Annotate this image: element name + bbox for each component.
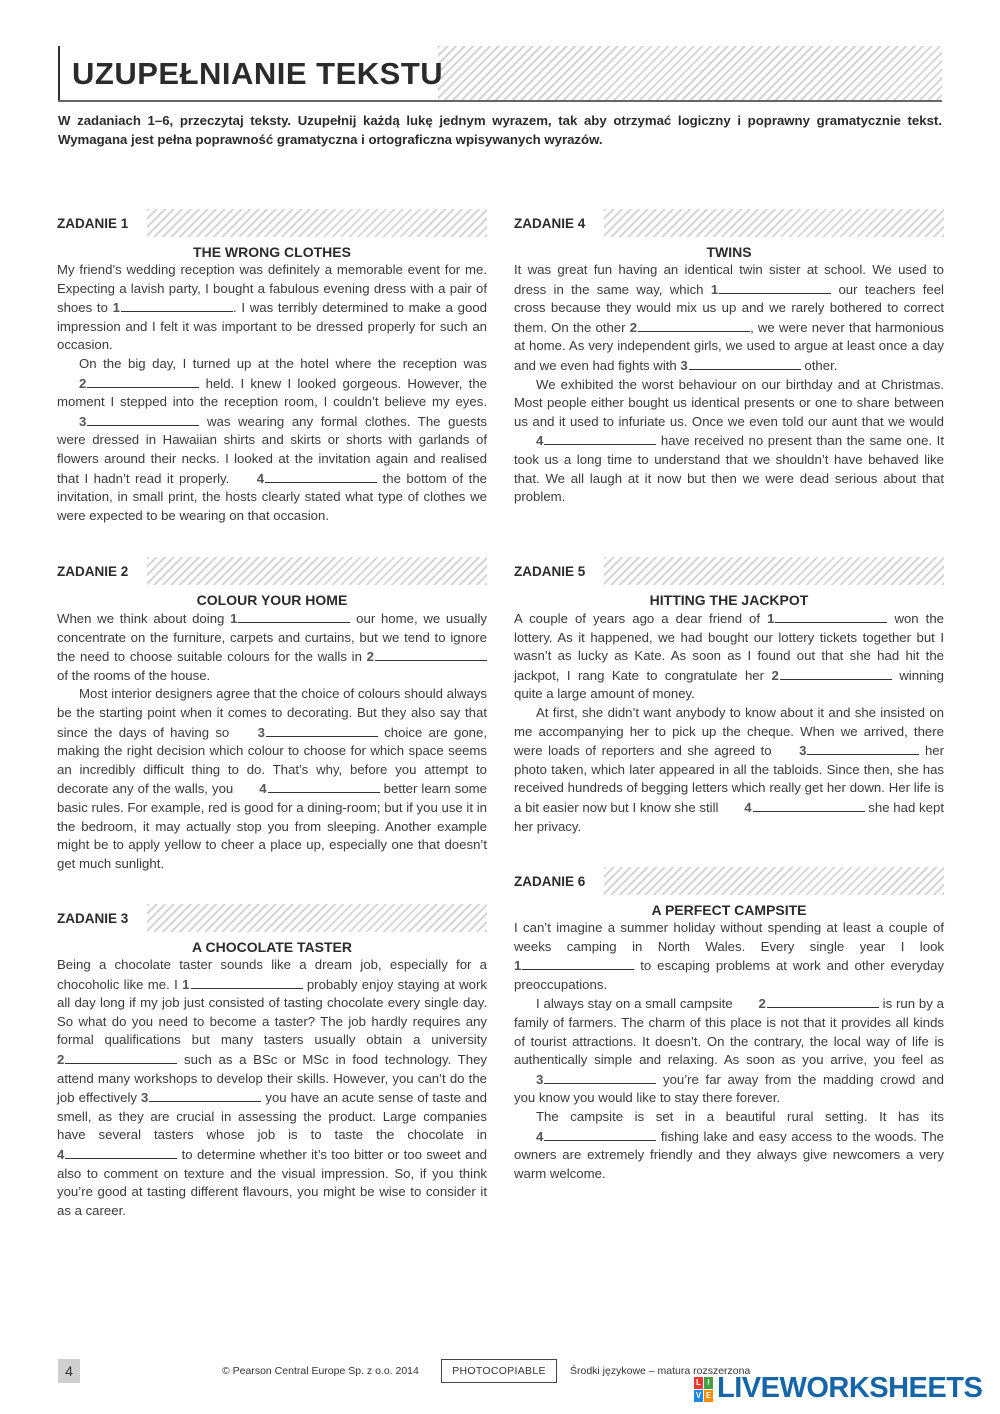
text-segment: you have an acute sense of taste and smell, as they are crucial in assessing the product. Large companies have several tasters whose job is to taste the chocolate in (57, 1090, 487, 1143)
logo-letter-l: L (694, 1377, 703, 1389)
gap-4[interactable] (514, 431, 656, 451)
text-segment: My friend’s wedding reception was definitely a memorable event for me. Expecting a lavish party, I bought a fabulous evening dress with a pair of shoes to (57, 262, 487, 316)
text-segment: winning quite a large amount of money. (514, 667, 944, 702)
gap-blank-line[interactable] (753, 798, 865, 812)
gap-blank-line[interactable] (265, 469, 377, 483)
gap-blank-line[interactable] (268, 779, 380, 793)
text-segment: fishing lake and easy access to the woods. The owners are extremely friendly and they always give newcomers a very warm welcome. (514, 1128, 944, 1181)
header-bar (58, 46, 942, 102)
gap-blank-line[interactable] (238, 609, 350, 623)
text-segment: held. I knew I looked gorgeous. However, the moment I stepped into the reception room, I couldn’t believe my eyes. (57, 375, 487, 410)
text-segment: to determine whether it’s too bitter or too sweet and also to comment on texture and the visual impression. So, if you think you’re good at tasting different flavours, you might be wise to consider it as a career. (57, 1146, 487, 1218)
text-segment: At first, she didn’t want anybody to know about it and she insisted on me accompanying her to pick up the cheque. When we arrived, there were loads of reporters and she agreed to (514, 704, 944, 759)
instructions: W zadaniach 1–6, przeczytaj teksty. Uzupełnij każdą lukę jednym wyrazem, tak aby otrzymać logiczny i poprawny gramatycznie tekst. Wymagana jest pełna poprawność gramatyczna i ortograficzna wpisywanych wyrazów. (58, 113, 942, 147)
text-segment: such as a BSc or MSc in food technology. They attend many workshops to develop their skills. However, you can’t do the job effectively (57, 1051, 487, 1106)
gap-1[interactable] (113, 298, 233, 318)
text-segment: our home, we usually concentrate on the furniture, carpets and curtains, but we tend to ignore the need to choose suitable colours for the walls in (57, 611, 487, 665)
task-header (514, 557, 944, 585)
gap-2[interactable] (57, 1050, 177, 1070)
task-3 (57, 904, 487, 1220)
gap-1[interactable] (182, 975, 302, 995)
gap-4[interactable] (57, 1145, 177, 1165)
gap-number: 4 (259, 781, 267, 797)
gap-blank-line[interactable] (121, 298, 233, 312)
task-5 (514, 557, 944, 836)
gap-number: 1 (182, 976, 190, 992)
gap-blank-line[interactable] (780, 666, 892, 680)
text-segment: better learn some basic rules. For example, red is good for a dining-room; but if you use it in the bedroom, it may actually stop you from sleeping. Another example might be to apply yellow to cheer a place up, especially one that doesn’t get much sunlight. (57, 781, 487, 871)
gap-number: 1 (710, 281, 719, 297)
task-header-hatch (147, 209, 487, 237)
gap-number: 4 (536, 433, 544, 449)
header-left-rule (58, 46, 60, 102)
task-header (514, 209, 944, 237)
gap-1[interactable] (767, 609, 887, 629)
gap-blank-line[interactable] (719, 280, 831, 294)
gap-blank-line[interactable] (807, 741, 919, 755)
task-label: ZADANIE 6 (514, 874, 586, 889)
task-header (514, 867, 944, 895)
gap-number: 3 (79, 413, 87, 429)
gap-number: 4 (57, 1146, 65, 1162)
gap-1[interactable] (514, 956, 634, 976)
task-header (57, 557, 487, 585)
gap-4[interactable] (722, 798, 864, 818)
gap-blank-line[interactable] (149, 1088, 261, 1102)
gap-number: 1 (767, 611, 775, 626)
logo-letter-v: V (695, 1391, 702, 1400)
gap-number: 1 (112, 300, 120, 316)
text-segment: to escaping problems at work and other everyday preoccupations. (514, 958, 944, 992)
page-title: UZUPEŁNIANIE TEKSTU (72, 56, 444, 91)
text-segment: have received no present than the same one. It took us a long time to understand that we shouldn’t have behaved like that. We all laugh at it now but then we were dead serious about that problem. (514, 433, 944, 505)
liveworksheets-icon (694, 1377, 714, 1403)
gap-blank-line[interactable] (689, 356, 801, 370)
gap-number: 2 (629, 319, 638, 335)
gap-blank-line[interactable] (191, 975, 303, 989)
gap-number: 4 (536, 1128, 544, 1144)
gap-number: 3 (257, 724, 265, 740)
task-paragraph (57, 956, 487, 1220)
text-segment: is run by a family of farmers. The charm of this place is not that it provides all kinds of tourist attractions. It doesn’t. On the contrary, the local way of life is authentically simple and relaxing. As soon as you arrive, you feel as (514, 996, 944, 1068)
task-title: TWINS (706, 244, 752, 260)
text-segment: was wearing any formal clothes. The guests were dressed in Hawaiian shirts and skirts or shorts with garlands of flowers around their necks. I looked at the invitation again and realised that I hadn’t read it properly. (57, 413, 487, 486)
task-paragraph (514, 704, 944, 836)
text-segment: our teachers feel cross because they would mix us up and we rarely bothered to correct them. On the other (514, 281, 944, 335)
logo-letter-i: I (704, 1377, 713, 1389)
text-segment: I can’t imagine a summer holiday without spending at least a couple of weeks camping in North Wales. Every single year I look (514, 920, 944, 954)
logo-letter-e: E (705, 1391, 712, 1400)
text-segment: won the lottery. As it happened, we had bought our lottery tickets together but I wasn’t as lucky as Kate. As soon as I found out that she had hit the jackpot, I rang Kate to congratulate her (514, 611, 944, 683)
gap-number: 4 (744, 799, 752, 815)
gap-number: 1 (514, 958, 522, 974)
gap-2[interactable] (630, 318, 750, 338)
gap-blank-line[interactable] (544, 1070, 656, 1084)
task-label: ZADANIE 5 (514, 564, 586, 579)
gap-blank-line[interactable] (87, 412, 199, 426)
text-segment: she had kept her privacy. (514, 799, 944, 834)
text-segment: On the big day, I turned up at the hotel where the reception was (79, 355, 487, 371)
text-segment: A couple of years ago a dear friend of (514, 611, 768, 626)
gap-blank-line[interactable] (65, 1050, 177, 1064)
header-bottom-rule (58, 100, 942, 102)
text-segment: We exhibited the worst behaviour on our birthday and at Christmas. Most people either bought us identical presents or one to share between us and it used to infuriate us. Once we even told our aunt that we would (514, 376, 944, 429)
task-6 (514, 867, 944, 1183)
page-number: 4 (58, 1359, 80, 1383)
gap-3[interactable] (57, 412, 199, 432)
gap-3[interactable] (236, 723, 378, 743)
liveworksheets-wordmark: LIVEWORKSHEETS (717, 1372, 983, 1404)
gap-number: 3 (536, 1071, 544, 1087)
gap-blank-line[interactable] (375, 647, 487, 661)
task-2 (57, 557, 487, 873)
gap-3[interactable] (514, 1070, 656, 1090)
text-segment: other. (800, 357, 838, 373)
task-title: COLOUR YOUR HOME (196, 592, 348, 608)
gap-number: 2 (57, 1051, 65, 1067)
text-segment: probably enjoy staying at work all day long if my job just consisted of tasting chocolate every single day. So what do you need to become a taster? The job hardly requires any formal qualifications but many tasters usually obtain a university (57, 976, 487, 1048)
gap-number: 2 (79, 375, 87, 391)
text-segment: When we think about doing (57, 611, 231, 626)
gap-blank-line[interactable] (775, 609, 887, 623)
text-segment: Being a chocolate taster sounds like a dream job, especially for a chocoholic like me. I (57, 957, 487, 992)
task-paragraph (57, 261, 487, 355)
task-paragraph (514, 609, 944, 704)
text-segment: The campsite is set in a beautiful rural setting. It has its (536, 1108, 944, 1124)
task-paragraph (57, 609, 487, 685)
header-hatch-pattern (438, 46, 942, 102)
text-segment: choice are gone, making the right decision which colour to choose for which space seems an incredibly difficult thing to do. That’s why, before you attempt to decorate any of the walls, you (57, 724, 487, 797)
gap-4[interactable] (237, 779, 379, 799)
task-paragraph (57, 355, 487, 525)
gap-blank-line[interactable] (65, 1145, 177, 1159)
gap-4[interactable] (514, 1127, 656, 1147)
gap-2[interactable] (771, 666, 891, 686)
gap-number: 3 (141, 1090, 149, 1106)
copyright-notice: © Pearson Central Europe Sp. z o.o. 2014 (222, 1365, 419, 1377)
task-paragraph (514, 994, 944, 1108)
text-segment: her photo taken, which later appeared in all the tabloids. Since then, she has received hundreds of begging letters which really get her down. Her life is a bit easier now but I know she still (514, 743, 945, 815)
task-title: A PERFECT CAMPSITE (651, 902, 807, 918)
task-header-hatch (604, 557, 944, 585)
task-paragraph (57, 685, 487, 873)
task-header-hatch (604, 209, 944, 237)
gap-blank-line[interactable] (638, 318, 750, 332)
task-header (57, 209, 487, 237)
text-segment: the bottom of the invitation, in small print, the hosts clearly stated what type of clothes we were expected to be wearing on that occasion. (57, 470, 487, 523)
gap-2[interactable] (57, 374, 199, 394)
gap-blank-line[interactable] (767, 994, 879, 1008)
gap-4[interactable] (235, 469, 377, 489)
task-title: HITTING THE JACKPOT (649, 592, 809, 608)
gap-1[interactable] (230, 609, 350, 629)
gap-number: 3 (680, 357, 688, 373)
photocopiable-label: PHOTOCOPIABLE (441, 1359, 557, 1383)
gap-number: 3 (799, 743, 807, 759)
text-segment: Most interior designers agree that the choice of colours should always be the starting point when it comes to decorating. But they also say that since the days of having so (57, 686, 487, 740)
task-header-hatch (147, 904, 487, 932)
gap-1[interactable] (711, 280, 831, 300)
gap-number: 2 (758, 996, 766, 1012)
gap-number: 2 (771, 667, 779, 683)
gap-2[interactable] (737, 994, 879, 1014)
task-label: ZADANIE 4 (514, 216, 586, 231)
gap-number: 2 (366, 649, 374, 665)
task-1 (57, 209, 487, 525)
gap-blank-line[interactable] (87, 374, 199, 388)
gap-blank-line[interactable] (544, 431, 656, 445)
task-title: A CHOCOLATE TASTER (192, 939, 352, 955)
task-paragraph (514, 919, 944, 994)
text-segment: . I was terribly determined to make a good impression and I felt it was important to be dressed properly for such an occasion. (57, 300, 487, 353)
gap-3[interactable] (777, 741, 919, 761)
text-segment: I always stay on a small campsite (536, 996, 737, 1012)
task-header (57, 904, 487, 932)
gap-3[interactable] (141, 1088, 261, 1108)
gap-blank-line[interactable] (522, 956, 634, 970)
task-label: ZADANIE 2 (57, 564, 129, 579)
task-paragraph (514, 376, 944, 507)
text-segment: It was great fun having an identical twin sister at school. We used to dress in the same way, which (514, 262, 944, 297)
text-segment: you’re far away from the madding crowd and you know you would like to stay there forever. (514, 1071, 944, 1106)
task-paragraph (514, 1108, 944, 1183)
task-label: ZADANIE 3 (57, 911, 129, 926)
task-header-hatch (147, 557, 487, 585)
task-paragraph (514, 261, 944, 376)
task-header-hatch (604, 867, 944, 895)
text-segment: , we were never that harmonious at home. As very independent girls, we used to argue at least once a day and we even had fights with (514, 319, 944, 373)
task-4 (514, 209, 944, 507)
task-label: ZADANIE 1 (57, 216, 129, 231)
text-segment: of the rooms of the house. (57, 667, 211, 683)
gap-number: 4 (256, 470, 265, 486)
gap-2[interactable] (367, 647, 487, 667)
task-title: THE WRONG CLOTHES (193, 244, 351, 260)
series-title: Środki językowe – matura rozszerzona (570, 1365, 751, 1377)
gap-blank-line[interactable] (544, 1127, 656, 1141)
gap-3[interactable] (680, 356, 800, 376)
gap-blank-line[interactable] (266, 723, 378, 737)
gap-number: 1 (230, 611, 238, 626)
